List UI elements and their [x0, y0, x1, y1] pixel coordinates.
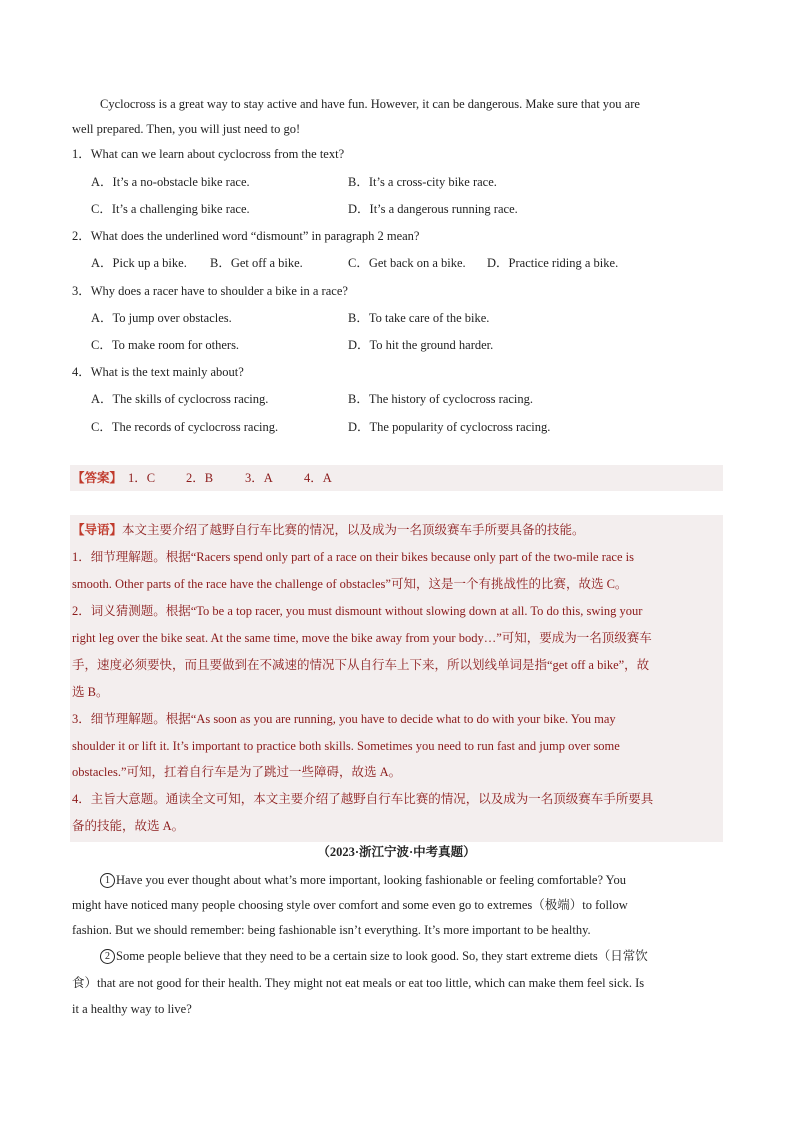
next-passage-p2-line-3: it a healthy way to live? — [72, 1002, 192, 1016]
answer-item-1: 1．C — [128, 471, 156, 485]
question-2-stem: 2．What does the underlined word “dismount” in paragraph 2 mean? — [72, 229, 420, 243]
answer-item-4: 4．A — [304, 471, 332, 485]
guide-line-9: obstacles.”可知，扛着自行车是为了跳过一些障碍，故选 A。 — [72, 765, 402, 779]
question-2-option-d: D．Practice riding a bike. — [487, 256, 619, 270]
question-3-option-a: A．To jump over obstacles. — [91, 311, 232, 325]
guide-line-4: right leg over the bike seat. At the same time, move the bike away from your body…”可知，要成为一名顶级赛车 — [72, 631, 652, 645]
question-1-stem: 1．What can we learn about cyclocross from the text? — [72, 147, 345, 161]
passage-source-title: （2023·浙江宁波·中考真题） — [317, 845, 476, 859]
guide-line-7: 3．细节理解题。根据“As soon as you are running, you have to decide what to do with your bike. You may — [72, 712, 616, 726]
question-3-option-b: B．To take care of the bike. — [348, 311, 490, 325]
guide-line-10: 4．主旨大意题。通读全文可知，本文主要介绍了越野自行车比赛的情况，以及成为一名顶级赛车手所要具 — [72, 792, 654, 806]
question-2-option-a: A．Pick up a bike. — [91, 256, 187, 270]
answer-item-3: 3．A — [245, 471, 273, 485]
question-1-option-d: D．It’s a dangerous running race. — [348, 202, 518, 216]
next-passage-p2-line-2: 食）that are not good for their health. They might not eat meals or eat too little, which can make them feel sick. Is — [72, 976, 645, 990]
next-passage-p1-line-2: might have noticed many people choosing style over comfort and some even go to extremes（极端）to follow — [72, 898, 628, 912]
guide-line-3: 2．词义猜测题。根据“To be a top racer, you must dismount without slowing down at all. To do this, swing your — [72, 604, 643, 618]
guide-line-2: smooth. Other parts of the race have the challenge of obstacles”可知，这是一个有挑战性的比赛，故选 C。 — [72, 577, 628, 591]
question-4-option-c: C．The records of cyclocross racing. — [91, 420, 279, 434]
question-3-stem: 3．Why does a racer have to shoulder a bike in a race? — [72, 284, 348, 298]
guide-line-6: 选 B。 — [72, 685, 109, 699]
next-passage-p1-line-3: fashion. But we should remember: being fashionable isn’t everything. It’s more important to be healthy. — [72, 923, 591, 937]
intro-line-1: Cyclocross is a great way to stay active and have fun. However, it can be dangerous. Make sure that you are — [100, 97, 640, 111]
question-4-stem: 4．What is the text mainly about? — [72, 365, 244, 379]
next-passage-p2-line-1: 2 Some people believe that they need to be a certain size to look good. So, they start extreme diets（日常饮 — [100, 948, 648, 964]
guide-heading — [72, 522, 585, 538]
question-1-option-c: C．It’s a challenging bike race. — [91, 202, 250, 216]
intro-line-2: well prepared. Then, you will just need to go! — [72, 122, 301, 136]
question-4-option-a: A．The skills of cyclocross racing. — [91, 392, 269, 406]
guide-summary: 本文主要介绍了越野自行车比赛的情况，以及成为一名顶级赛车手所要具备的技能。 — [122, 523, 585, 537]
question-1-option-a: A．It’s a no-obstacle bike race. — [91, 175, 250, 189]
guide-line-1: 1．细节理解题。根据“Racers spend only part of a race on their bikes because only part of the two-mile race is — [72, 550, 634, 564]
guide-line-8: shoulder it or lift it. It’s important to practice both skills. Sometimes you need to run fast and jump over some — [72, 739, 620, 753]
answer-label: 【答案】 — [72, 471, 123, 485]
question-4-option-b: B．The history of cyclocross racing. — [348, 392, 534, 406]
answer-item-2: 2．B — [186, 471, 214, 485]
question-3-option-c: C．To make room for others. — [91, 338, 240, 352]
paragraph-number-2: 2 — [100, 949, 115, 964]
paragraph-number-1: 1 — [100, 873, 115, 888]
answer-section — [70, 465, 723, 491]
question-3-option-d: D．To hit the ground harder. — [348, 338, 494, 352]
guide-line-5: 手，速度必须要快，而且要做到在不减速的情况下从自行车上下来，所以划线单词是指“get off a bike”，故 — [72, 658, 650, 672]
question-2-option-b: B．Get off a bike. — [210, 256, 303, 270]
question-1-option-b: B．It’s a cross-city bike race. — [348, 175, 497, 189]
question-2-option-c: C．Get back on a bike. — [348, 256, 466, 270]
next-passage-p1-line-1: 1 Have you ever thought about what’s more important, looking fashionable or feeling comfortable? You — [100, 872, 626, 888]
guide-label: 【导语】 — [72, 523, 123, 537]
question-4-option-d: D．The popularity of cyclocross racing. — [348, 420, 551, 434]
guide-line-11: 备的技能，故选 A。 — [72, 819, 185, 833]
